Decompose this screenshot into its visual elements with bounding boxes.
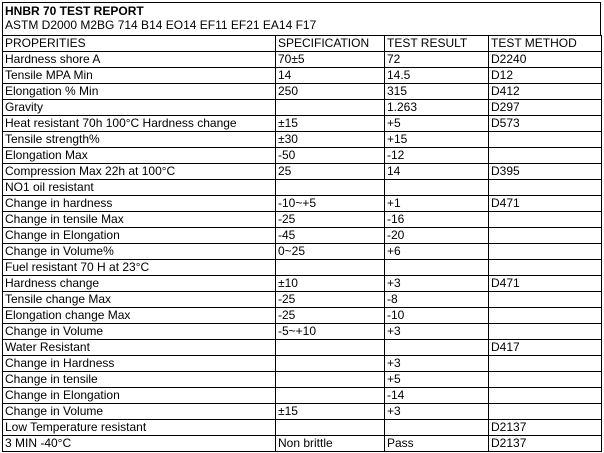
specification-cell bbox=[276, 340, 385, 356]
test-result-cell bbox=[385, 420, 489, 436]
property-cell: Low Temperature resistant bbox=[3, 420, 276, 436]
table-row bbox=[3, 180, 602, 196]
specification-cell: 14 bbox=[276, 68, 385, 84]
test-method-cell bbox=[489, 324, 602, 340]
test-result-cell: -14 bbox=[385, 388, 489, 404]
property-cell: Elongation % Min bbox=[3, 84, 276, 100]
property-cell: Change in Elongation bbox=[3, 388, 276, 404]
table-row bbox=[3, 84, 602, 100]
specification-cell: ±15 bbox=[276, 116, 385, 132]
column-header-test-result: TEST RESULT bbox=[385, 36, 489, 52]
specification-cell bbox=[276, 372, 385, 388]
test-result-cell: 1.263 bbox=[385, 100, 489, 116]
table-row bbox=[3, 164, 602, 180]
property-cell: Change in Hardness bbox=[3, 356, 276, 372]
test-method-cell bbox=[489, 308, 602, 324]
property-cell: Elongation Max bbox=[3, 148, 276, 164]
specification-cell: 0~25 bbox=[276, 244, 385, 260]
table-row bbox=[3, 132, 602, 148]
test-result-cell: +6 bbox=[385, 244, 489, 260]
test-method-cell bbox=[489, 148, 602, 164]
table-row bbox=[3, 148, 602, 164]
specification-cell: -25 bbox=[276, 212, 385, 228]
test-result-cell: 14 bbox=[385, 164, 489, 180]
property-cell: Change in Elongation bbox=[3, 228, 276, 244]
test-result-cell bbox=[385, 260, 489, 276]
test-method-cell bbox=[489, 244, 602, 260]
table-row bbox=[3, 388, 602, 404]
specification-cell bbox=[276, 260, 385, 276]
property-cell: Change in tensile Max bbox=[3, 212, 276, 228]
test-method-cell bbox=[489, 228, 602, 244]
test-method-cell bbox=[489, 180, 602, 196]
specification-cell: -50 bbox=[276, 148, 385, 164]
test-method-cell: D2137 bbox=[489, 436, 602, 452]
property-cell: Tensile strength% bbox=[3, 132, 276, 148]
specification-cell: ±30 bbox=[276, 132, 385, 148]
table-row bbox=[3, 340, 602, 356]
specification-cell: ±10 bbox=[276, 276, 385, 292]
specification-cell: 70±5 bbox=[276, 52, 385, 68]
table-row bbox=[3, 404, 602, 420]
property-cell: Tensile change Max bbox=[3, 292, 276, 308]
specification-cell: -10~+5 bbox=[276, 196, 385, 212]
property-cell: Change in Volume bbox=[3, 404, 276, 420]
specification-cell: -25 bbox=[276, 292, 385, 308]
test-method-cell: D573 bbox=[489, 116, 602, 132]
test-method-cell bbox=[489, 404, 602, 420]
test-result-cell: -8 bbox=[385, 292, 489, 308]
test-result-cell bbox=[385, 340, 489, 356]
table-row bbox=[3, 356, 602, 372]
test-method-cell bbox=[489, 372, 602, 388]
property-cell: Compression Max 22h at 100°C bbox=[3, 164, 276, 180]
specification-cell bbox=[276, 420, 385, 436]
table-row bbox=[3, 196, 602, 212]
table-row bbox=[3, 244, 602, 260]
test-method-cell bbox=[489, 292, 602, 308]
report-title: HNBR 70 TEST REPORT bbox=[5, 4, 144, 18]
property-cell: NO1 oil resistant bbox=[3, 180, 276, 196]
property-cell: Change in tensile bbox=[3, 372, 276, 388]
specification-cell: -5~+10 bbox=[276, 324, 385, 340]
table-row bbox=[3, 372, 602, 388]
test-result-cell: -12 bbox=[385, 148, 489, 164]
test-method-cell bbox=[489, 132, 602, 148]
test-result-cell: +15 bbox=[385, 132, 489, 148]
table-row bbox=[3, 324, 602, 340]
test-method-cell bbox=[489, 212, 602, 228]
property-cell: Fuel resistant 70 H at 23°C bbox=[3, 260, 276, 276]
test-method-cell bbox=[489, 388, 602, 404]
table-row bbox=[3, 68, 602, 84]
column-header-properties: PROPERITIES bbox=[3, 36, 276, 52]
specification-cell bbox=[276, 388, 385, 404]
table-row bbox=[3, 308, 602, 324]
header-row bbox=[3, 36, 602, 52]
test-method-cell: D395 bbox=[489, 164, 602, 180]
property-cell: Tensile MPA Min bbox=[3, 68, 276, 84]
property-cell: Change in Volume bbox=[3, 324, 276, 340]
report-specification-code: ASTM D2000 M2BG 714 B14 EO14 EF11 EF21 EA14 F17 bbox=[5, 18, 317, 32]
property-cell: Gravity bbox=[3, 100, 276, 116]
property-cell: Change in hardness bbox=[3, 196, 276, 212]
property-cell: Change in Volume% bbox=[3, 244, 276, 260]
test-method-cell: D2240 bbox=[489, 52, 602, 68]
property-cell: 3 MIN -40°C bbox=[3, 436, 276, 452]
specification-cell bbox=[276, 356, 385, 372]
test-result-cell: +5 bbox=[385, 372, 489, 388]
test-result-cell: +3 bbox=[385, 356, 489, 372]
test-result-cell: -20 bbox=[385, 228, 489, 244]
specification-cell: -45 bbox=[276, 228, 385, 244]
property-cell: Hardness shore A bbox=[3, 52, 276, 68]
table-row bbox=[3, 292, 602, 308]
table-row bbox=[3, 116, 602, 132]
property-cell: Heat resistant 70h 100°C Hardness change bbox=[3, 116, 276, 132]
test-result-cell: -16 bbox=[385, 212, 489, 228]
table-row bbox=[3, 52, 602, 68]
table-row bbox=[3, 436, 602, 452]
test-method-cell: D471 bbox=[489, 276, 602, 292]
specification-cell bbox=[276, 180, 385, 196]
column-header-specification: SPECIFICATION bbox=[276, 36, 385, 52]
table-row bbox=[3, 276, 602, 292]
table-row bbox=[3, 228, 602, 244]
property-cell: Hardness change bbox=[3, 276, 276, 292]
test-result-cell bbox=[385, 180, 489, 196]
test-method-cell bbox=[489, 356, 602, 372]
table-row bbox=[3, 260, 602, 276]
specification-cell: Non brittle bbox=[276, 436, 385, 452]
property-cell: Water Resistant bbox=[3, 340, 276, 356]
test-result-cell: 72 bbox=[385, 52, 489, 68]
test-results-table bbox=[2, 35, 602, 452]
test-method-cell: D412 bbox=[489, 84, 602, 100]
test-method-cell: D2137 bbox=[489, 420, 602, 436]
test-result-cell: Pass bbox=[385, 436, 489, 452]
specification-cell bbox=[276, 100, 385, 116]
report-header bbox=[2, 2, 601, 35]
specification-cell: ±15 bbox=[276, 404, 385, 420]
test-result-cell: 315 bbox=[385, 84, 489, 100]
table-row bbox=[3, 420, 602, 436]
test-method-cell: D297 bbox=[489, 100, 602, 116]
test-result-cell: -10 bbox=[385, 308, 489, 324]
specification-cell: -25 bbox=[276, 308, 385, 324]
table-row bbox=[3, 100, 602, 116]
specification-cell: 250 bbox=[276, 84, 385, 100]
test-method-cell: D471 bbox=[489, 196, 602, 212]
test-method-cell bbox=[489, 260, 602, 276]
property-cell: Elongation change Max bbox=[3, 308, 276, 324]
test-method-cell: D12 bbox=[489, 68, 602, 84]
test-result-cell: +5 bbox=[385, 116, 489, 132]
test-method-cell: D417 bbox=[489, 340, 602, 356]
test-result-cell: +3 bbox=[385, 276, 489, 292]
column-header-test-method: TEST METHOD bbox=[489, 36, 602, 52]
test-report bbox=[2, 2, 601, 450]
test-result-cell: +3 bbox=[385, 324, 489, 340]
specification-cell: 25 bbox=[276, 164, 385, 180]
test-result-cell: 14.5 bbox=[385, 68, 489, 84]
table-row bbox=[3, 212, 602, 228]
test-result-cell: +1 bbox=[385, 196, 489, 212]
test-result-cell: +3 bbox=[385, 404, 489, 420]
